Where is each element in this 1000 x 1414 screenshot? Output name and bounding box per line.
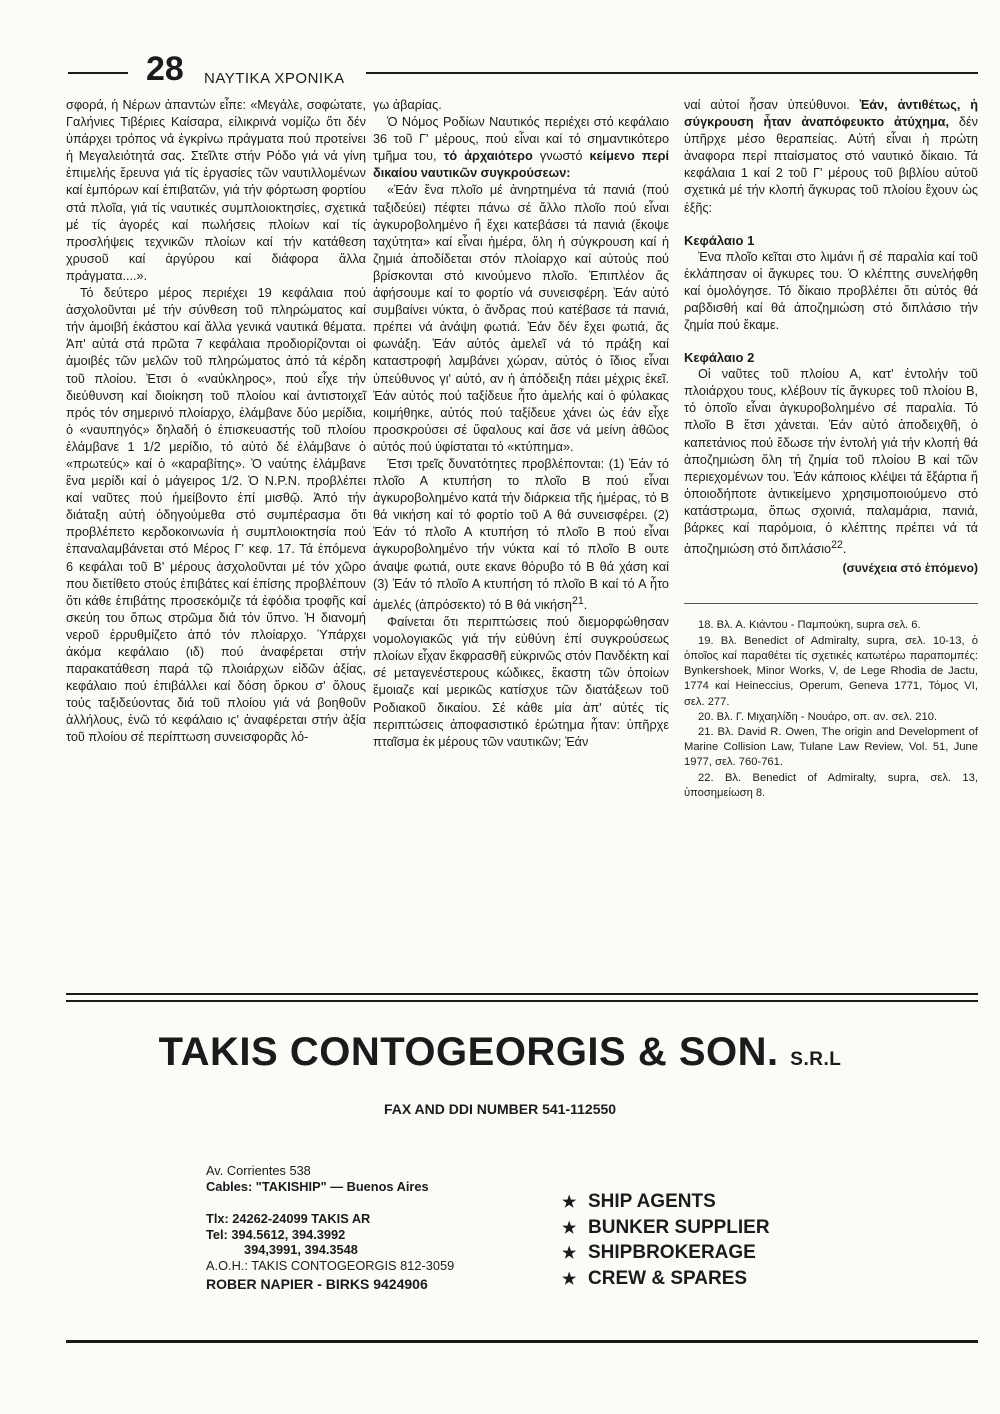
- service-item: [562, 1241, 770, 1267]
- ad-telex: Tlx: 24262-24099 TAKIS AR: [206, 1211, 371, 1227]
- header-rule-left: [68, 72, 128, 74]
- company-suffix: S.R.L: [790, 1049, 842, 1070]
- magazine-title: ΝΑΥΤΙΚΑ ΧΡΟΝΙΚΑ: [204, 70, 345, 87]
- article-column-2: [373, 97, 669, 751]
- ad-company-name: [0, 1032, 1000, 1072]
- service-label: SHIP AGENTS: [588, 1191, 716, 1212]
- paragraph: [373, 114, 669, 182]
- ad-address: Av. Corrientes 538: [206, 1163, 311, 1178]
- paragraph: Ἐνα πλοῖο κεῖται στο λιμάνι ἤ σέ παραλία καί τοῦ ἐκλάπησαν οἱ ἄγκυρες του. Ὁ κλέπτης συνελήφθη καί ὁμολόγησε. Τό δίκαιο προβλέπει ὅτι αὐτός θά ραβδισθή καί θά ἀποζημιώση στό διπλάσιο τήν ζημία πού ἔκαμε.: [684, 249, 978, 333]
- footnote: 19. Βλ. Benedict of Admiralty, supra, σελ. 10-13, ὁ ὁποῖος καί παραθέτει τίς σχετικές κατωτέρω παραπομπές: Bynkershoek, Minor Works, V, de Lege Rhodia de Jactu, 1774 καί Heineccius, Operum, Geneva 1771, Τόμος VI, σελ. 277.: [684, 634, 978, 708]
- paragraph: [684, 97, 978, 217]
- footnote: 21. Βλ. David R. Owen, The origin and Development of Marine Collision Law, Tulane Law Review, Vol. 51, June 1977, σελ. 760-761.: [684, 725, 978, 769]
- star-icon: ★: [562, 1245, 577, 1262]
- text-run: Ὁ Νόμος Ροδίων Ναυτικός περιέχει στό κεφάλαιο 36 τοῦ Γ' μέρους, πού εἶναι καί τό σημαντικότερο τμῆμα του,: [373, 115, 669, 164]
- paragraph: Τό δεύτερο μέρος περιέχει 19 κεφάλαια πού ἀσχολοῦνται μέ τήν σύνθεση τοῦ πληρώματος καί τήν ἀμοιβή ἑκάστου καί ἄλλα γενικά ναυτικά θέματα. Ἀπ' αὐτά στά πρῶτα 7 κεφάλαια προδιορίζονται οἱ ἀμοιβές τῶν μελῶν τοῦ πληρώματος ἀπό τά κέρδη τοῦ πλοίου. Ἐτσι ὁ «ναύκληρος», πού εἶχε τήν διεύθυνση καί διοίκηση τοῦ πλοίου καί ἀντιστοιχεῖ πρός τόν σημερινό πλοίαρχο, ἐλάμβανε δύο μερίδια, ὁ «ναυπηγός» δηλαδή ὁ ἐπισκευαστής τοῦ πλοίου ἐλάμβανε 1 1/2 μερίδιο, τό αὐτό δέ ἐλάμβανε ὁ «πρωτεύς» καί ὁ «καραβίτης». Ὁ ναύτης ἐλάμβανε ἕνα μερίδι καί ὁ μάγειρος 1/2. Ὁ Ν.Ρ.Ν. προβλέπει καί ναῦτες πού ἡμείβοντο ἐπί μισθῷ. Ἀπό τήν διάταξη αὐτή ὁδηγούμεθα στό συμπέρασμα ὅτι προβλέπετο κερδοκοινωνία ἡ συμπλοιοκτησία πού ἐπαναλαμβάνεται στό Μέρος Γ' κεφ. 17. Τά ἑπόμενα 6 κεφάλαι τοῦ Β' μέρους ἀσχολοῦνται μέ τόν χῶρο που διετίθετο στούς ἐπιβάτες καί ἐπίσης προβλέπουν ὅτι κάθε ἐπιβάτης προσεκόμιζε τά ἐφόδια τροφῆς καί σκεύη του ὅπως στρῶμα διά τόν ὕπνο. Ἡ διανομή νεροῦ ἐρρυθμίζετο ἀπό τόν πλοίαρχο. Ὑπάρχει ἀκόμα κεφάλαιο (ιδ) πού ἀναφέρεται στήν παρακατάθεση παρά τῷ πλοιάρχων εἰδῶν ἀξίας, κεφάλαιο πού ἐπιβάλλει καί δόση ὅρκου σ' ὅλους τούς ταξιδεύοντας διά τοῦ πλοίου γιά νά βοηθοῦν ἀλλήλους, ἐνῶ τό κεφάλαιο ις' ἀναφέρεται στήν ἀξία τοῦ πλοίου σέ περίπτωση συνεισφορᾶς λό-: [66, 286, 366, 745]
- star-icon: ★: [562, 1219, 577, 1237]
- ad-bottom-rule: [66, 1340, 978, 1343]
- continued-note: (συνέχεια στό ἑπόμενο): [842, 561, 978, 576]
- footnote-ref: 22: [831, 539, 843, 552]
- ad-rober-napier: ROBER NAPIER - BIRKS 9424906: [206, 1275, 428, 1292]
- article-column-1: [66, 97, 366, 747]
- service-label: BUNKER SUPPLIER: [588, 1216, 770, 1238]
- paragraph: Φαίνεται ὅτι περιπτώσεις πού διεμορφώθησαν νομολογιακῶς γιά τήν εὐθύνη ἐπί συγκρούσεως πλοίων εἶχαν ἔκφρασθῆ εὐκρινῶς στόν Πανδέκτη καί σέ μεταγενέστερους κώδικες, ἔκαστη τῶν ὁποίων ἔμοιαζε καί μερικῶς κατίσχυε τῶν διατάξεων τοῦ Ροδιακοῦ δικαίου. Σέ κάθε μία ἀπ' αὐτές τίς περιπτώσεις ἀποφασιστικό ἐρώτημα ἦταν: ὑπῆρχε πταῖσμα ἐκ μέρους τῶν ναυτικῶν; Ἐάν: [373, 615, 669, 749]
- bold-text: κείμενο περί δικαίου ναυτικῶν συγκρούσεων:: [373, 149, 669, 181]
- text-run: ναί αὐτοί ἦσαν ὑπεύθυνοι.: [684, 98, 860, 112]
- ad-services-list: [562, 1190, 770, 1292]
- text-run: Ἐτσι τρεῖς δυνατότητες προβλέπονται: (1) Ἐάν τό πλοῖο Α κτυπήση το πλοῖο Β πού εἶναι ἀγκυροβολημένο κατά τήν διάρκεια τῆς ἡμέρας, τό Β θά νικήση καί τό φορτίο τοῦ Α θά συνεισφέρει. (2) Ἐάν τό πλοῖο Α κτυπήση τό πλοῖο Β πού εἶναι ἀγκυροβολημένο τήν νύκτα καί τό πλοῖο Β ουτε άναψε φωτιά, ουτε εκανε θόρυβο τό Β θά χάση καί (3) Ἐάν τό πλοῖο Α κτυπήση τό πλοῖο Β καί τό Α ἦτο ἀμελές (ἀπρόσεκτο) τό Β θά νικήση: [373, 456, 669, 612]
- footnote: 20. Βλ. Γ. Μιχαηλίδη - Νουάρο, οπ. αν. σελ. 210.: [698, 710, 938, 723]
- bold-text: τό ἀρχαιότερο: [443, 149, 533, 164]
- star-icon: ★: [562, 1270, 577, 1288]
- page-number: 28: [146, 50, 184, 88]
- paragraph: Οἱ ναῦτες τοῦ πλοίου Α, κατ' ἐντολήν τοῦ πλοιάρχου τους, κλέβουν τίς ἄγκυρες τοῦ πλοίου Β, τό ὁποῖο εἶναι ἀγκυροβολημένο σέ παραλία. Τό πλοῖο Β ἔτσι χάνεται. Ἐάν αὐτό ἀποδειχθῆ, ὁ καπετάνιος πού ἔδωσε τήν ἐντολή γιά τήν κλοπή θά ἀποζημιώση ὅλη τή ζημία τοῦ πλοίου Β καί τῶν περιεχομένων του. Ἐάν κάποιος κλέψει τά ἔξάρτια ἤ ὁποιοδήποτε ἀντικείμενο χρησιμοποιούμενο στό κατάστρωμα, ὅπως σχοινιά, παλαμάρια, πανιά, βάρκες καί παρόμοια, ὁ κλέπτης πρέπει νά τά ἀποζημιώση στό διπλάσιο$^{22}$.: [684, 367, 978, 557]
- footnote-ref: 21: [571, 594, 584, 607]
- paragraph: γω ἀβαρίας.: [373, 98, 442, 112]
- ad-cables: Cables: "TAKISHIP" — Buenos Aires: [206, 1178, 429, 1194]
- text-run: Οἱ ναῦτες τοῦ πλοίου Α, κατ' ἐντολήν τοῦ πλοιάρχου τους, κλέβουν τίς ἄγκυρες τοῦ πλοίου Β, τό ὁποῖο εἶναι ἀγκυροβολημένο σέ παραλία. Τό πλοῖο Β ἔτσι χάνεται. Ἐάν αὐτό ἀποδειχθῆ, ὁ καπετάνιος πού ἔδωσε τήν ἐντολή γιά τήν κλοπή θά ἀποζημιώση ὅλη τή ζημία τοῦ πλοίου Β καί τῶν περιεχομένων του. Ἐάν κάποιος κλέψει τά ἔξάρτια ἤ ὁποιοδήποτε ἀντικείμενο χρησιμοποιούμενο στό κατάστρωμα, ὅπως σχοινιά, παλαμάρια, πανιά, βάρκες καί παρόμοια, ὁ κλέπτης πρέπει νά τά ἀποζημιώση στό διπλάσιο: [684, 367, 978, 557]
- section-heading: Κεφάλαιο 1: [684, 232, 755, 248]
- service-label: CREW & SPARES: [588, 1267, 748, 1289]
- ad-top-rule: [66, 993, 978, 1002]
- paragraph: σφορά, ἡ Νέρων ἀπαντών εἶπε: «Μεγάλε, σοφώτατε, Γαλήνιες Τιβέριες Καίσαρα, εἰλικρινά νομίζω ὅτι δέν ὑπάρχει τρόπος νά ἐγκρίνω πράγματα πού προτείνει ἡ Μεγαλειότητά σας. Στεῖλτε στήν Ρόδο γιά νά γίνη ἐπιμελής ἔρευνα γιά τίς ἐργασίες τῶν ναυτιλλομένων καί ἐμπόρων καί ἐπιβατῶν, γιά τήν φόρτωση φορτίου στά πλοῖα, γιά τίς ναυτικές συμπλοιοκτησίες, σχετικά μέ τίς ἀγορές καί πωλήσεις πλοίων καί τίς προσλήψεις τεχνικῶν πλοίων καί τήν κατάθεση χρυσοῦ καί ἀργύρου καί διάφορα ἄλλα πράγματα....».: [66, 98, 366, 283]
- bold-text: Ἐάν, ἀντιθέτως, ἡ σύγκρουση ἦταν ἀναπόφευκτο ἀτύχημα,: [684, 98, 978, 130]
- header-rule-right: [366, 72, 978, 74]
- service-label: SHIPBROKERAGE: [588, 1242, 756, 1263]
- service-item: [562, 1267, 770, 1293]
- service-item: [562, 1190, 770, 1216]
- paragraph: Ἐτσι τρεῖς δυνατότητες προβλέπονται: (1) Ἐάν τό πλοῖο Α κτυπήση το πλοῖο Β πού εἶναι ἀγκυροβολημένο κατά τήν διάρκεια τῆς ἡμέρας, τό Β θά νικήση καί τό φορτίο τοῦ Α θά συνεισφέρει. (2) Ἐάν τό πλοῖο Α κτυπήση τό πλοῖο Β πού εἶναι ἀγκυροβολημένο τήν νύκτα καί τό πλοῖο Β ουτε άναψε φωτιά, ουτε εκανε θόρυβο τό Β θά χάση καί (3) Ἐάν τό πλοῖο Α κτυπήση τό πλοῖο Β καί τό Α ἦτο ἀμελές (ἀπρόσεκτο) τό Β θά νικήση$^{21}$.: [373, 456, 669, 612]
- ad-tel-2: 394,3991, 394.3548: [244, 1242, 358, 1258]
- text-run: δέν ὑπῆρχε μέσο θεραπείας. Αὐτή εἶναι ἡ πρώτη ἀναφορα περί πταίσματος στό ναυτικό δίκαιο. Τά κεφάλαια 1 καί 2 τοῦ Γ' μέρους τοῦ βιβλίου αὐτοῦ σχετικά μέ τήν κλοπή ἄγκυρας τοῦ πλοίου ἔχουν ὡς ἑξῆς:: [684, 115, 978, 215]
- section-heading: Κεφάλαιο 2: [684, 350, 755, 366]
- service-item: [562, 1216, 770, 1242]
- ad-aoh: A.O.H.: TAKIS CONTOGEORGIS 812-3059: [206, 1257, 455, 1273]
- ad-tel: Tel: 394.5612, 394.3992: [206, 1226, 346, 1242]
- footnotes: [684, 618, 978, 800]
- ad-contact-block: [206, 1163, 454, 1292]
- quotation: «Ἐάν ἕνα πλοῖο μέ ἀνηρτημένα τά πανιά (πού ταξιδεύει) πέφτει πάνω σέ ἄλλο πλοῖο πού εἶναι ἀγκυροβολημένο ἤ ἔχει κατεβάσει τά πανιά (ἔκοψε ταχύτητα» καί εἶναι ἡμέρα, ὅλη ἡ σύγκρουση καί ἡ ζημιά ἀποδίδεται στόν πλοίαρχο καί αὐτούς πού βρίσκονται στό κινούμενο πλοῖο. Ἐπιπλέον ἄς ἀφήσουμε καί το φορτίο νά συνεισφέρη. Ἐάν αὐτό συμβαίνει νύκτα, ὁ ἄνδρας πού κατέβασε τά πανιά, πρέπει νά ἀνάψη φωτιά. Ἐάν δέν ἔχει φωτιά, ἄς φωνάξη. Ἐάν αὐτός ἀμελεῖ νά τό πράξη καί καταστροφή λαμβάνει χώραν, αὐτός ὁ ἴδιος εἶναι ὑπεύθυνος γι' αὐτό, αν ἡ ἀπόδειξη πάει μέχρις ἐκεῖ. Ἐάν αὐτός πού ταξίδευε ἦτο ἀμελής καί ὁ φύλακας κοιμήθηκε, αὐτός πού ταξίδευε χάνει ὡς ἐάν εἶχε προσκρούσει σέ ὕφαλους καί ἄσε νά μείνη ἀθῶος αὐτός πού ὑφίσταται τό «κτύπημα».: [373, 183, 669, 454]
- footnote-divider: [684, 603, 978, 604]
- company-name: TAKIS CONTOGEORGIS & SON.: [158, 1030, 779, 1074]
- footnote: 18. Βλ. Α. Κιάντου - Παμπούκη, supra σελ. 6.: [698, 619, 921, 632]
- star-icon: ★: [562, 1194, 577, 1211]
- article-column-3: [684, 97, 978, 801]
- ad-fax: FAX AND DDI NUMBER 541-112550: [383, 1101, 617, 1117]
- footnote: 22. Βλ. Benedict of Admiralty, supra, σελ. 13, ὑποσημείωση 8.: [684, 771, 978, 799]
- text-run: γνωστό: [532, 149, 590, 164]
